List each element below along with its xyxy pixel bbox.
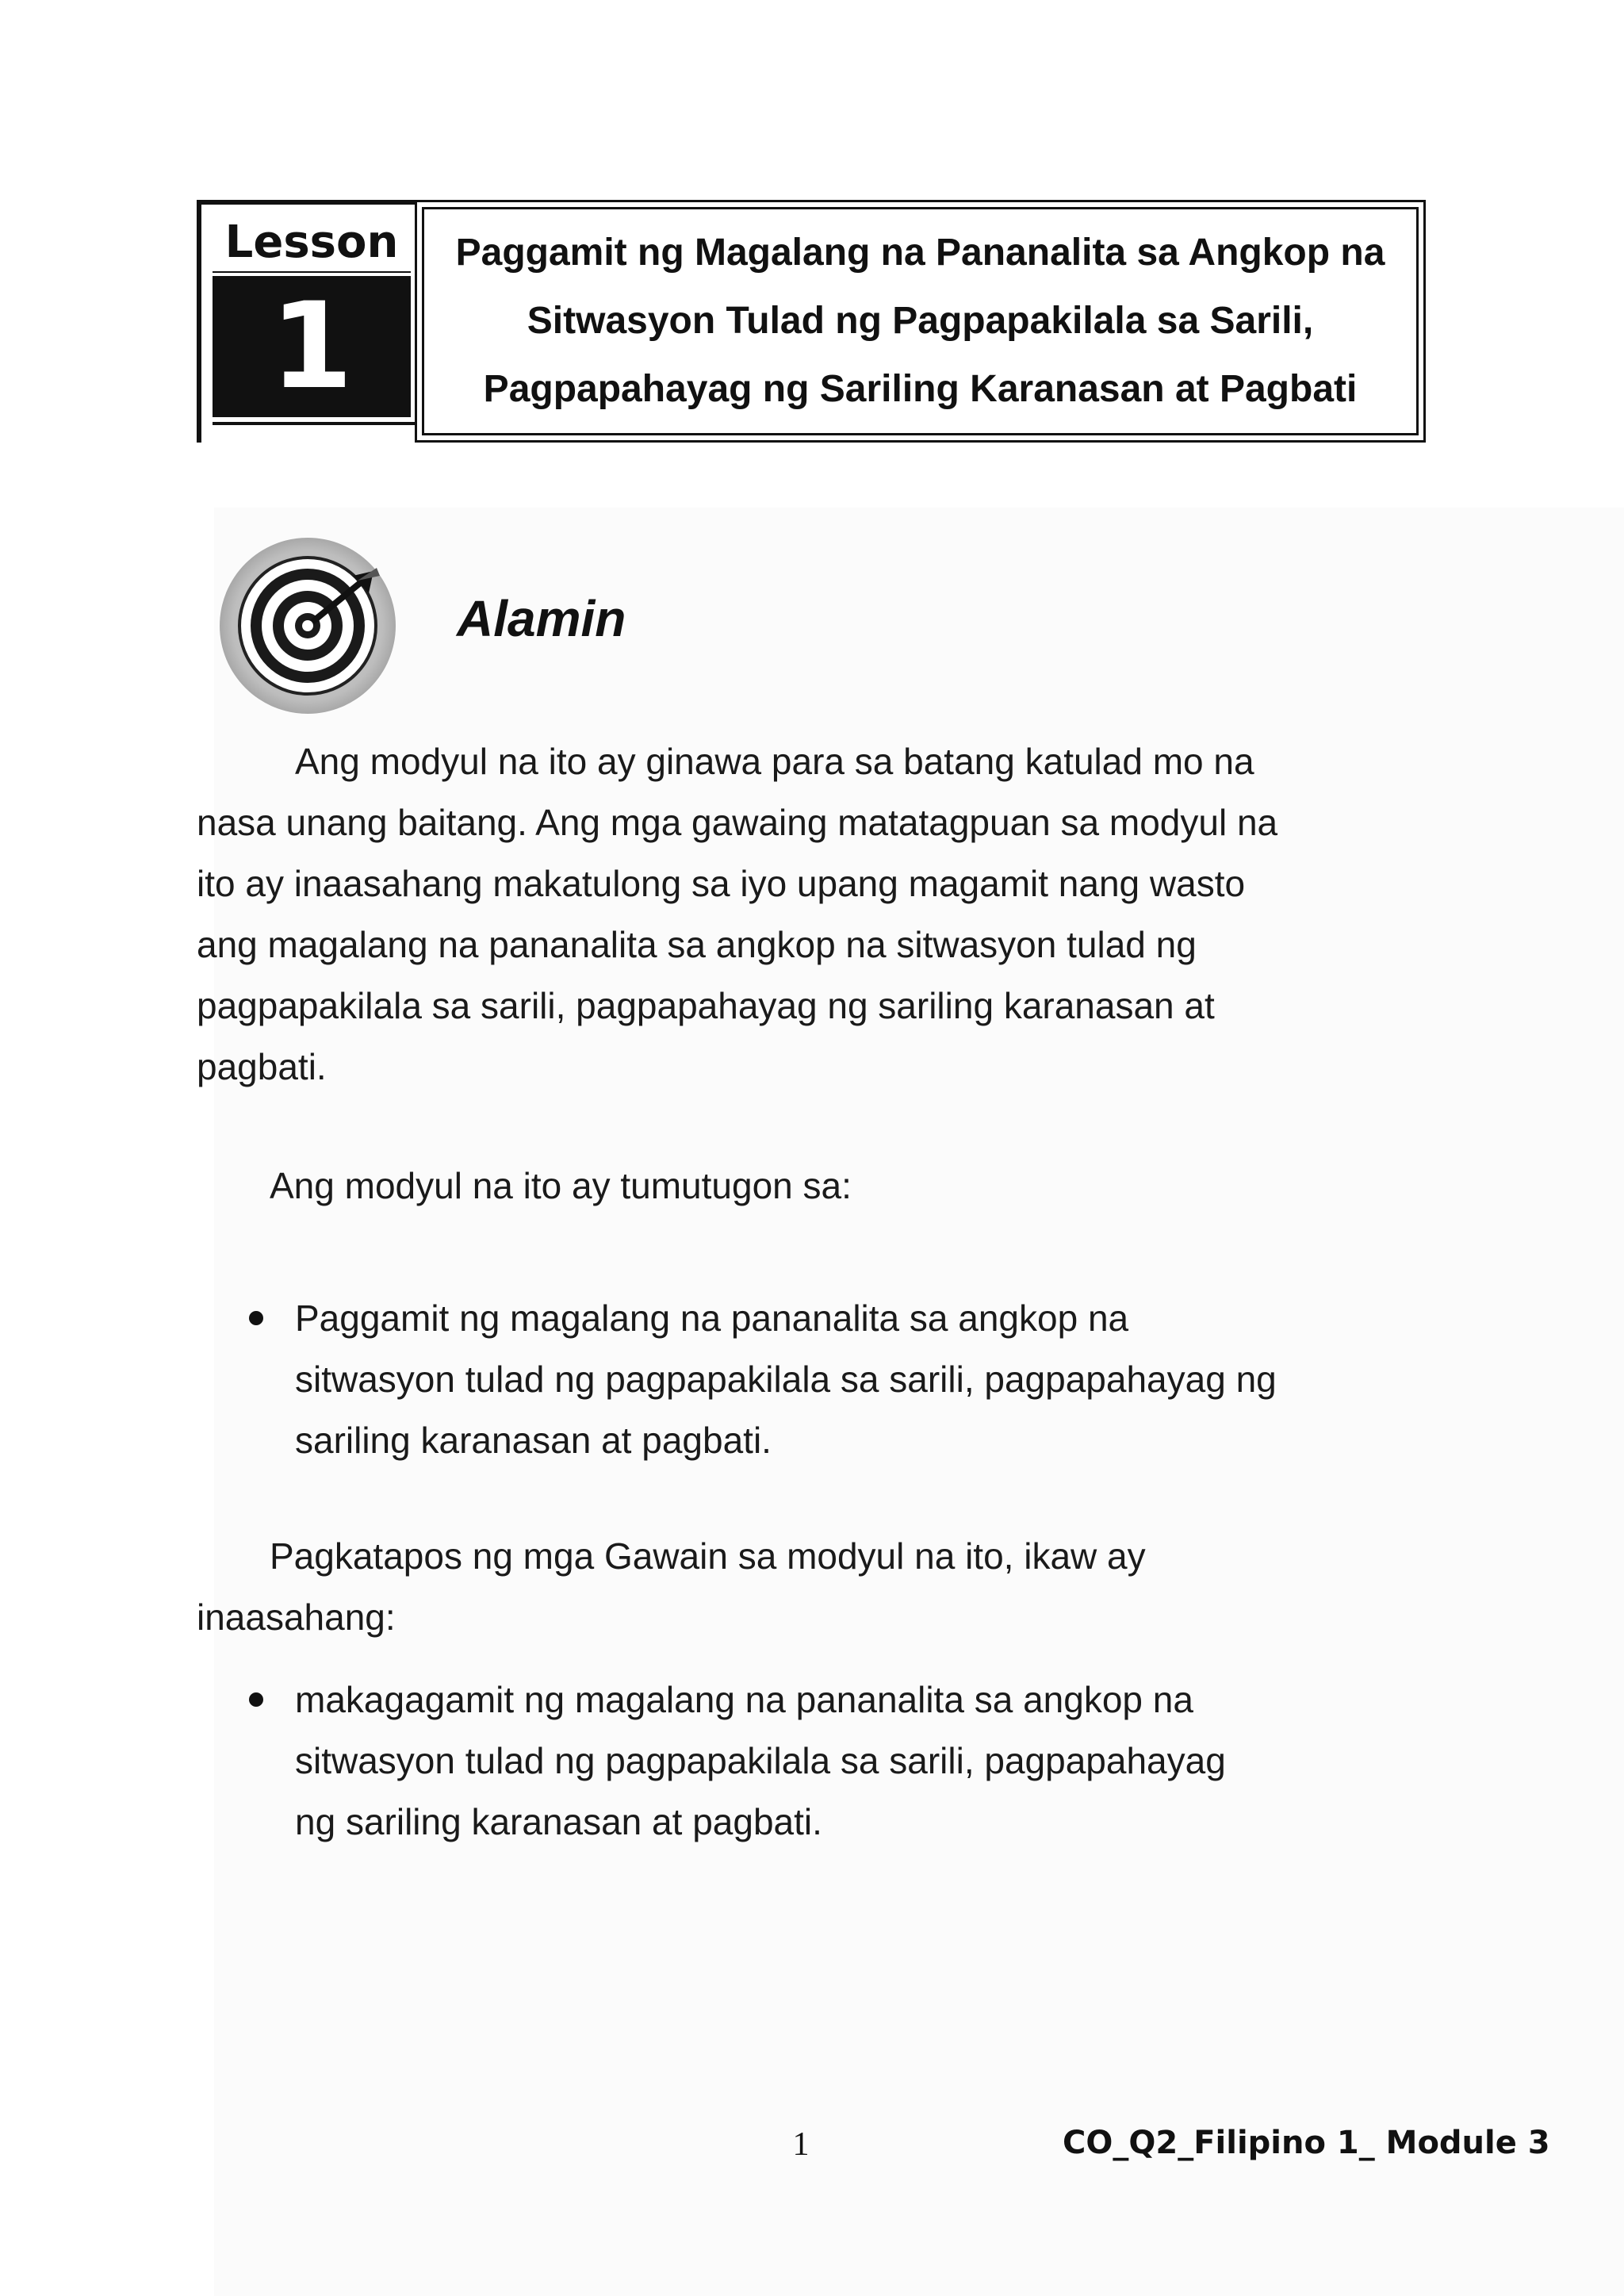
paragraph-line: pagpapakilala sa sarili, pagpapahayag ng sariling karanasan at [197,985,1215,1026]
paragraph-line: Pagkatapos ng mga Gawain sa modyul na ito, ikaw ay [270,1535,1146,1577]
bullet-line: sariling karanasan at pagbati. [295,1420,772,1461]
target-icon [218,536,397,715]
paragraph-line: Ang modyul na ito ay ginawa para sa batang katulad mo na [295,741,1254,782]
bullet-line: Paggamit ng magalang na pananalita sa angkop na [295,1297,1129,1339]
page-number: 1 [792,2126,810,2163]
lesson-number: 1 [213,276,411,417]
lesson-label: Lesson [213,214,411,273]
paragraph-line: nasa unang baitang. Ang mga gawaing matatagpuan sa modyul na [197,802,1278,843]
lesson-badge [197,200,415,443]
bullet-line: makagagamit ng magalang na pananalita sa angkop na [295,1679,1193,1720]
lesson-title-box [415,200,1426,443]
lesson-badge-underline [213,422,419,425]
responds-to-text: Ang modyul na ito ay tumutugon sa: [270,1165,852,1206]
lesson-title [422,207,1419,435]
paragraph-line: ito ay inaasahang makatulong sa iyo upang magamit nang wasto [197,863,1246,904]
paragraph-line: inaasahang: [197,1596,396,1638]
lesson-title-line: Sitwasyon Tulad ng Pagpapakilala sa Sarili, [527,300,1314,342]
paragraph-line: ang magalang na pananalita sa angkop na sitwasyon tulad ng [197,924,1197,965]
bullet-line: ng sariling karanasan at pagbati. [295,1801,822,1842]
paragraph-line: pagbati. [197,1046,327,1087]
bullet-icon [249,1311,263,1325]
bullet-icon [249,1692,263,1707]
bullet-line: sitwasyon tulad ng pagpapakilala sa sarili, pagpapahayag ng [295,1359,1277,1400]
lesson-title-line: Pagpapahayag ng Sariling Karanasan at Pagbati [483,368,1358,410]
bullet-line: sitwasyon tulad ng pagpapakilala sa sarili, pagpapahayag [295,1740,1226,1781]
section-title: Alamin [457,590,626,647]
lesson-header [197,200,1426,443]
lesson-title-line: Paggamit ng Magalang na Pananalita sa Angkop na [455,232,1385,274]
module-code: CO_Q2_Filipino 1_ Module 3 [1063,2125,1550,2161]
